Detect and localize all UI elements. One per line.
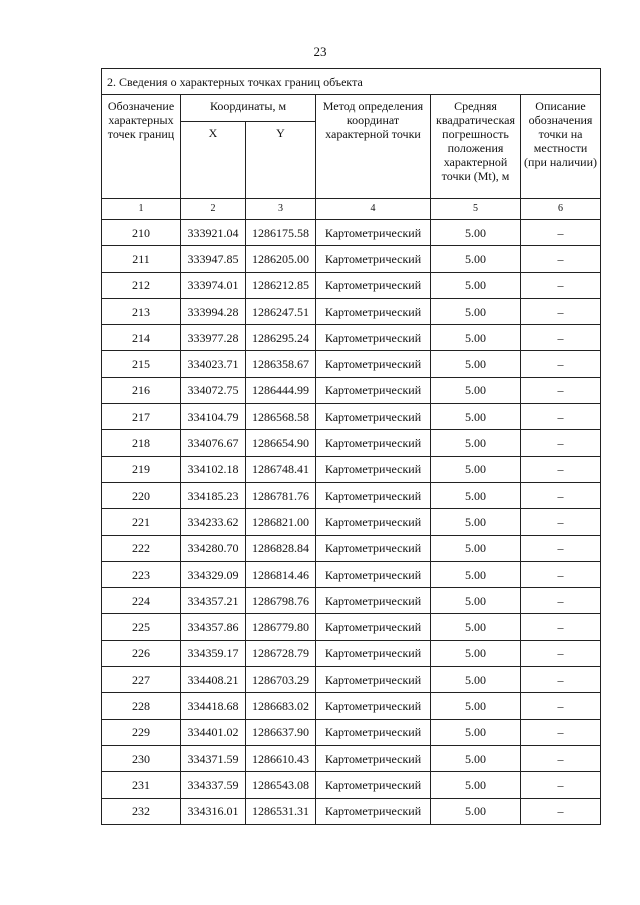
point-number-cell: 212 <box>102 272 181 298</box>
table-row <box>102 667 601 693</box>
x-coordinate-cell: 334401.02 <box>181 719 246 745</box>
description-cell: – <box>521 430 601 456</box>
error-cell: 5.00 <box>431 509 521 535</box>
column-number: 6 <box>521 199 601 220</box>
y-coordinate-cell: 1286683.02 <box>246 693 316 719</box>
header-row <box>102 95 601 122</box>
x-coordinate-cell: 334076.67 <box>181 430 246 456</box>
x-coordinate-cell: 334418.68 <box>181 693 246 719</box>
x-coordinate-cell: 333921.04 <box>181 220 246 246</box>
description-cell: – <box>521 719 601 745</box>
error-cell: 5.00 <box>431 404 521 430</box>
error-cell: 5.00 <box>431 719 521 745</box>
method-cell: Картометрический <box>316 772 431 798</box>
description-cell: – <box>521 745 601 771</box>
error-cell: 5.00 <box>431 614 521 640</box>
description-cell: – <box>521 693 601 719</box>
y-coordinate-cell: 1286531.31 <box>246 798 316 824</box>
table-row <box>102 745 601 771</box>
method-cell: Картометрический <box>316 640 431 666</box>
description-cell: – <box>521 798 601 824</box>
x-coordinate-cell: 334359.17 <box>181 640 246 666</box>
column-number: 2 <box>181 199 246 220</box>
description-cell: – <box>521 588 601 614</box>
x-coordinate-cell: 334316.01 <box>181 798 246 824</box>
method-cell: Картометрический <box>316 719 431 745</box>
error-cell: 5.00 <box>431 745 521 771</box>
description-cell: – <box>521 482 601 508</box>
x-coordinate-cell: 334329.09 <box>181 561 246 587</box>
y-coordinate-cell: 1286212.85 <box>246 272 316 298</box>
table-row <box>102 509 601 535</box>
point-number-cell: 216 <box>102 377 181 403</box>
table-row <box>102 535 601 561</box>
point-number-cell: 230 <box>102 745 181 771</box>
description-cell: – <box>521 220 601 246</box>
point-number-cell: 227 <box>102 667 181 693</box>
table-row <box>102 377 601 403</box>
x-coordinate-cell: 334371.59 <box>181 745 246 771</box>
table-row <box>102 798 601 824</box>
method-cell: Картометрический <box>316 325 431 351</box>
error-cell: 5.00 <box>431 798 521 824</box>
y-coordinate-cell: 1286358.67 <box>246 351 316 377</box>
y-coordinate-cell: 1286610.43 <box>246 745 316 771</box>
table-row <box>102 693 601 719</box>
y-coordinate-cell: 1286781.76 <box>246 482 316 508</box>
description-cell: – <box>521 561 601 587</box>
point-number-cell: 228 <box>102 693 181 719</box>
method-cell: Картометрический <box>316 272 431 298</box>
description-cell: – <box>521 772 601 798</box>
point-number-cell: 215 <box>102 351 181 377</box>
table-row <box>102 772 601 798</box>
method-cell: Картометрический <box>316 298 431 324</box>
point-number-cell: 210 <box>102 220 181 246</box>
header-mean-square-error: Средняя квадратическая погрешность положения характерной точки (Mt), м <box>431 95 521 199</box>
error-cell: 5.00 <box>431 588 521 614</box>
method-cell: Картометрический <box>316 404 431 430</box>
table-row <box>102 588 601 614</box>
description-cell: – <box>521 246 601 272</box>
x-coordinate-cell: 334337.59 <box>181 772 246 798</box>
column-numbers-row <box>102 199 601 220</box>
y-coordinate-cell: 1286779.80 <box>246 614 316 640</box>
point-number-cell: 221 <box>102 509 181 535</box>
description-cell: – <box>521 351 601 377</box>
header-y: Y <box>246 122 316 199</box>
description-cell: – <box>521 535 601 561</box>
point-number-cell: 223 <box>102 561 181 587</box>
table-row <box>102 272 601 298</box>
point-number-cell: 225 <box>102 614 181 640</box>
point-number-cell: 219 <box>102 456 181 482</box>
header-coordinates: Координаты, м <box>181 95 316 122</box>
table-row <box>102 430 601 456</box>
description-cell: – <box>521 509 601 535</box>
y-coordinate-cell: 1286814.46 <box>246 561 316 587</box>
point-number-cell: 229 <box>102 719 181 745</box>
point-number-cell: 224 <box>102 588 181 614</box>
boundary-points-table <box>101 68 601 825</box>
header-method: Метод определения координат характерной точки <box>316 95 431 199</box>
x-coordinate-cell: 333977.28 <box>181 325 246 351</box>
method-cell: Картометрический <box>316 614 431 640</box>
error-cell: 5.00 <box>431 561 521 587</box>
error-cell: 5.00 <box>431 246 521 272</box>
y-coordinate-cell: 1286543.08 <box>246 772 316 798</box>
x-coordinate-cell: 333974.01 <box>181 272 246 298</box>
point-number-cell: 222 <box>102 535 181 561</box>
x-coordinate-cell: 333994.28 <box>181 298 246 324</box>
description-cell: – <box>521 377 601 403</box>
method-cell: Картометрический <box>316 220 431 246</box>
x-coordinate-cell: 334104.79 <box>181 404 246 430</box>
x-coordinate-cell: 334357.86 <box>181 614 246 640</box>
point-number-cell: 231 <box>102 772 181 798</box>
y-coordinate-cell: 1286568.58 <box>246 404 316 430</box>
column-number: 5 <box>431 199 521 220</box>
method-cell: Картометрический <box>316 456 431 482</box>
y-coordinate-cell: 1286444.99 <box>246 377 316 403</box>
point-number-cell: 213 <box>102 298 181 324</box>
error-cell: 5.00 <box>431 693 521 719</box>
error-cell: 5.00 <box>431 456 521 482</box>
table-row <box>102 482 601 508</box>
error-cell: 5.00 <box>431 298 521 324</box>
point-number-cell: 211 <box>102 246 181 272</box>
point-number-cell: 226 <box>102 640 181 666</box>
table-row <box>102 640 601 666</box>
method-cell: Картометрический <box>316 798 431 824</box>
x-coordinate-cell: 334185.23 <box>181 482 246 508</box>
error-cell: 5.00 <box>431 772 521 798</box>
header-x: X <box>181 122 246 199</box>
x-coordinate-cell: 334023.71 <box>181 351 246 377</box>
x-coordinate-cell: 334102.18 <box>181 456 246 482</box>
error-cell: 5.00 <box>431 272 521 298</box>
x-coordinate-cell: 333947.85 <box>181 246 246 272</box>
column-number: 4 <box>316 199 431 220</box>
table-row <box>102 298 601 324</box>
method-cell: Картометрический <box>316 351 431 377</box>
description-cell: – <box>521 325 601 351</box>
error-cell: 5.00 <box>431 325 521 351</box>
x-coordinate-cell: 334072.75 <box>181 377 246 403</box>
y-coordinate-cell: 1286703.29 <box>246 667 316 693</box>
error-cell: 5.00 <box>431 351 521 377</box>
table-row <box>102 404 601 430</box>
error-cell: 5.00 <box>431 640 521 666</box>
error-cell: 5.00 <box>431 430 521 456</box>
table-row <box>102 456 601 482</box>
error-cell: 5.00 <box>431 377 521 403</box>
section-title-row <box>102 69 601 95</box>
description-cell: – <box>521 640 601 666</box>
method-cell: Картометрический <box>316 482 431 508</box>
description-cell: – <box>521 298 601 324</box>
table-row <box>102 220 601 246</box>
method-cell: Картометрический <box>316 535 431 561</box>
y-coordinate-cell: 1286728.79 <box>246 640 316 666</box>
table-row <box>102 246 601 272</box>
method-cell: Картометрический <box>316 588 431 614</box>
error-cell: 5.00 <box>431 535 521 561</box>
point-number-cell: 214 <box>102 325 181 351</box>
y-coordinate-cell: 1286295.24 <box>246 325 316 351</box>
header-description: Описание обозначения точки на местности (при наличии) <box>521 95 601 199</box>
x-coordinate-cell: 334408.21 <box>181 667 246 693</box>
y-coordinate-cell: 1286175.58 <box>246 220 316 246</box>
header-point-designation: Обозначение характерных точек границ <box>102 95 181 199</box>
error-cell: 5.00 <box>431 482 521 508</box>
method-cell: Картометрический <box>316 667 431 693</box>
table-row <box>102 614 601 640</box>
section-title: 2. Сведения о характерных точках границ объекта <box>102 69 601 95</box>
y-coordinate-cell: 1286654.90 <box>246 430 316 456</box>
method-cell: Картометрический <box>316 745 431 771</box>
y-coordinate-cell: 1286828.84 <box>246 535 316 561</box>
description-cell: – <box>521 456 601 482</box>
y-coordinate-cell: 1286247.51 <box>246 298 316 324</box>
x-coordinate-cell: 334357.21 <box>181 588 246 614</box>
method-cell: Картометрический <box>316 693 431 719</box>
x-coordinate-cell: 334233.62 <box>181 509 246 535</box>
page-number: 23 <box>313 44 327 59</box>
y-coordinate-cell: 1286821.00 <box>246 509 316 535</box>
method-cell: Картометрический <box>316 377 431 403</box>
point-number-cell: 220 <box>102 482 181 508</box>
table-row <box>102 325 601 351</box>
method-cell: Картометрический <box>316 561 431 587</box>
description-cell: – <box>521 272 601 298</box>
table-row <box>102 561 601 587</box>
method-cell: Картометрический <box>316 430 431 456</box>
y-coordinate-cell: 1286637.90 <box>246 719 316 745</box>
description-cell: – <box>521 667 601 693</box>
point-number-cell: 232 <box>102 798 181 824</box>
column-number: 1 <box>102 199 181 220</box>
method-cell: Картометрический <box>316 509 431 535</box>
point-number-cell: 218 <box>102 430 181 456</box>
y-coordinate-cell: 1286205.00 <box>246 246 316 272</box>
description-cell: – <box>521 614 601 640</box>
column-number: 3 <box>246 199 316 220</box>
x-coordinate-cell: 334280.70 <box>181 535 246 561</box>
y-coordinate-cell: 1286748.41 <box>246 456 316 482</box>
table-row <box>102 351 601 377</box>
error-cell: 5.00 <box>431 667 521 693</box>
point-number-cell: 217 <box>102 404 181 430</box>
table-row <box>102 719 601 745</box>
method-cell: Картометрический <box>316 246 431 272</box>
error-cell: 5.00 <box>431 220 521 246</box>
description-cell: – <box>521 404 601 430</box>
y-coordinate-cell: 1286798.76 <box>246 588 316 614</box>
